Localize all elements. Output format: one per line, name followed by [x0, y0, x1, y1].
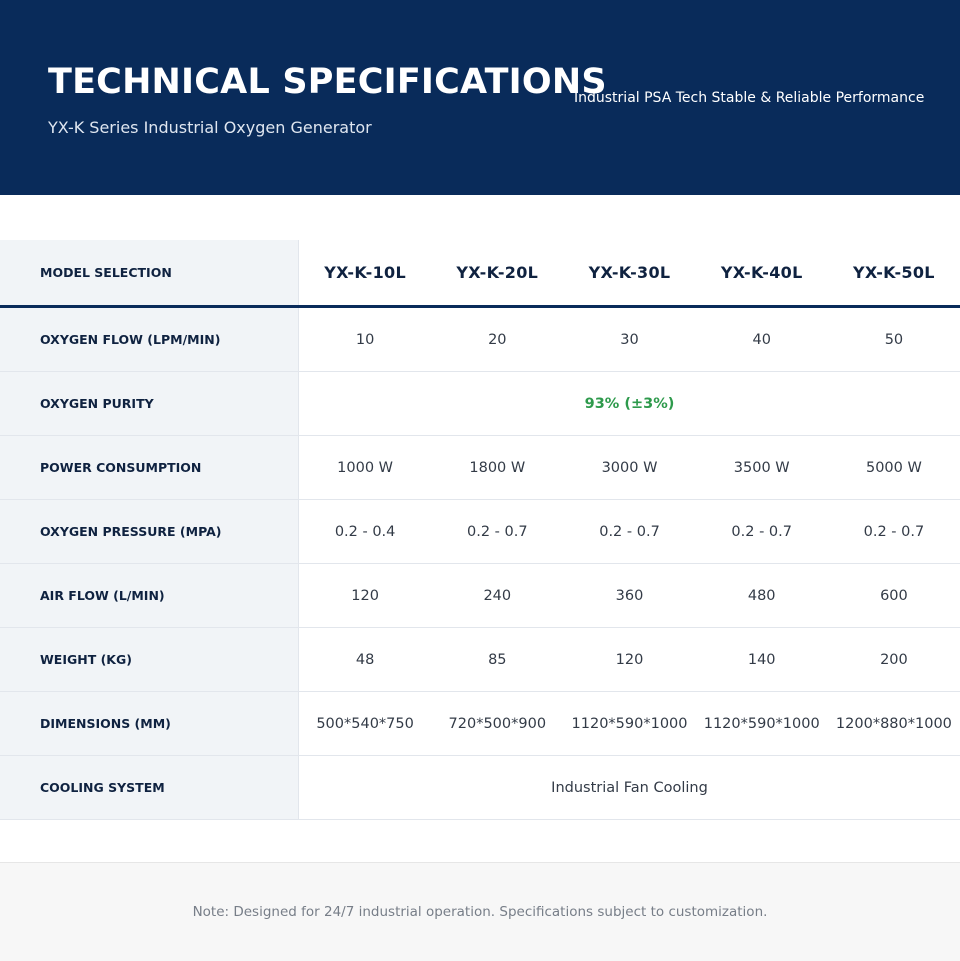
model-header: YX-K-30L: [588, 263, 671, 282]
table-cell: 48: [355, 651, 375, 668]
row-label: AIR FLOW (L/MIN): [0, 564, 299, 627]
page-title: TECHNICAL SPECIFICATIONS: [48, 62, 607, 102]
table-row: [0, 756, 960, 820]
table-row: [0, 564, 960, 628]
table-cell: 30: [620, 331, 639, 348]
table-cell: 3500 W: [733, 459, 790, 476]
table-row: [0, 500, 960, 564]
model-header: YX-K-40L: [720, 263, 803, 282]
model-header: YX-K-50L: [853, 263, 935, 282]
table-cell: 500*540*750: [316, 715, 414, 732]
tagline: Industrial PSA Tech Stable & Reliable Performance: [574, 90, 925, 106]
table-cell: 50: [884, 331, 904, 348]
table-cell: 40: [752, 331, 771, 348]
table-cell: 1000 W: [337, 459, 394, 476]
table-row: [0, 308, 960, 372]
row-label: OXYGEN PURITY: [0, 372, 299, 435]
row-label: DIMENSIONS (MM): [0, 692, 299, 755]
table-cell: 0.2 - 0.7: [731, 523, 792, 540]
table-cell: 480: [747, 587, 776, 604]
row-label: POWER CONSUMPTION: [0, 436, 299, 499]
table-cell: 20: [488, 331, 507, 348]
table-cell: 1120*590*1000: [703, 715, 820, 732]
table-cell: 10: [355, 331, 375, 348]
row-label: OXYGEN FLOW (LPM/MIN): [0, 308, 299, 371]
table-cell: 1200*880*1000: [835, 715, 952, 732]
model-header: YX-K-10L: [324, 263, 406, 282]
table-cell: 85: [488, 651, 507, 668]
page-subtitle: YX-K Series Industrial Oxygen Generator: [48, 118, 372, 137]
table-header-row: [0, 240, 960, 308]
table-cell: 0.2 - 0.7: [863, 523, 925, 540]
table-row: [0, 436, 960, 500]
table-cell: 0.2 - 0.7: [599, 523, 660, 540]
table-cell: 600: [880, 587, 908, 604]
table-row: [0, 692, 960, 756]
table-cell: 240: [483, 587, 512, 604]
row-label: COOLING SYSTEM: [0, 756, 299, 819]
spec-table: [0, 240, 960, 820]
footer-note: Note: Designed for 24/7 industrial operation. Specifications subject to customization.: [192, 904, 768, 920]
model-header: YX-K-20L: [456, 263, 539, 282]
table-row: [0, 628, 960, 692]
table-cell: 120: [615, 651, 644, 668]
table-cell: 1800 W: [469, 459, 526, 476]
header-banner: [0, 0, 960, 195]
row-label: OXYGEN PRESSURE (MPA): [0, 500, 299, 563]
table-cell: 0.2 - 0.4: [334, 523, 396, 540]
row-label: WEIGHT (KG): [0, 628, 299, 691]
table-cell: 0.2 - 0.7: [467, 523, 528, 540]
table-cell: 720*500*900: [448, 715, 547, 732]
table-cell: 120: [351, 587, 379, 604]
footer: [0, 862, 960, 961]
table-cell: 1120*590*1000: [571, 715, 688, 732]
table-cell: 5000 W: [865, 459, 922, 476]
table-cell: 360: [615, 587, 644, 604]
cooling-value: Industrial Fan Cooling: [551, 779, 708, 796]
table-row: [0, 372, 960, 436]
table-cell: 3000 W: [601, 459, 658, 476]
purity-value: 93% (±3%): [584, 395, 675, 412]
table-cell: 140: [747, 651, 776, 668]
header-label: MODEL SELECTION: [0, 240, 299, 305]
table-cell: 200: [880, 651, 908, 668]
